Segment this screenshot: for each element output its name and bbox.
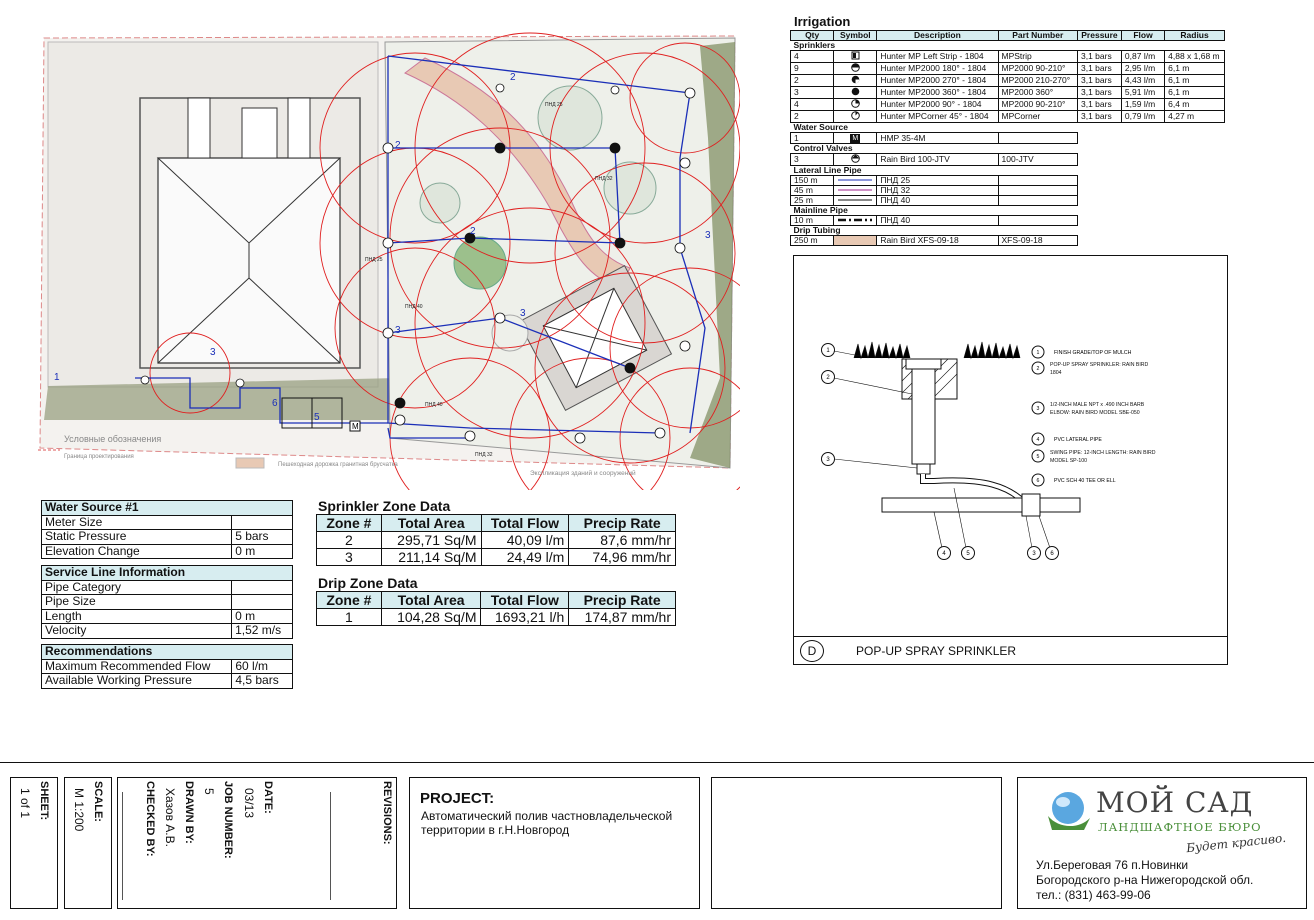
pipe-40-line-icon: [834, 196, 877, 206]
svg-text:6: 6: [1050, 551, 1054, 557]
drip-row: 250 m Rain Bird XFS-09-18 XFS-09-18: [791, 236, 1225, 246]
address-line-2: Богородского р-на Нижегородской обл.: [1036, 873, 1254, 887]
water-source-row: 1 M HMP 35-4M: [791, 133, 1225, 144]
tree: [538, 86, 602, 150]
sheet-label: SHEET:: [38, 781, 50, 821]
section-drip: Drip Tubing: [793, 225, 841, 235]
svg-text:3: 3: [1032, 551, 1036, 557]
sprinkler-row: 9 Hunter MP2000 180° - 1804 MP2000 90-210° 3,1 bars 2,95 l/m 6,1 m: [791, 63, 1225, 75]
job-label: JOB NUMBER:: [222, 781, 234, 859]
irrigation-title: Irrigation: [794, 14, 851, 29]
pipe-label: ПНД 32: [595, 176, 613, 182]
table-row: Velocity 1,52 m/s: [42, 624, 293, 639]
company-slogan: Будет красиво.: [1185, 830, 1287, 856]
col-pressure: Pressure: [1078, 31, 1122, 41]
svg-text:2: 2: [826, 375, 830, 381]
col-flow: Flow: [1121, 31, 1164, 41]
service-line-title: Service Line Information: [42, 566, 293, 581]
table-row: Maximum Recommended Flow 60 l/m: [42, 659, 293, 674]
tree: [420, 183, 460, 223]
recommendations-title: Recommendations: [42, 645, 293, 660]
drip-zone-table: Zone # Total Area Total Flow Precip Rate 1 104,28 Sq/M 1693,21 l/h 174,87 mm/hr: [316, 591, 676, 626]
sprinkler-row: 2 Hunter MP2000 270° - 1804 MP2000 210-270° 3,1 bars 4,43 l/m 6,1 m: [791, 75, 1225, 87]
revisions-label: REVISIONS:: [381, 781, 393, 845]
lateral-row: 45 m ПНД 32: [791, 186, 1225, 196]
date-value: 03/13: [242, 788, 256, 819]
corner-head-icon: [834, 111, 877, 123]
svg-text:5: 5: [966, 551, 970, 557]
zone-label: 2: [510, 72, 516, 83]
sprinkler-zone-title: Sprinkler Zone Data: [318, 498, 451, 514]
company-address: [1036, 858, 1253, 903]
section-sprinklers: Sprinklers: [793, 40, 836, 50]
scale-value: M 1:200: [72, 788, 86, 832]
table-row: 1 104,28 Sq/M 1693,21 l/h 174,87 mm/hr: [317, 609, 676, 626]
drawn-value: Хазов А.В.: [163, 788, 177, 847]
company-phone: тел.: (831) 463-99-06: [1036, 888, 1151, 902]
svg-text:4: 4: [942, 551, 946, 557]
sprinkler-row: 2 Hunter MPCorner 45° - 1804 MPCorner 3,1 bars 0,79 l/m 4,27 m: [791, 111, 1225, 123]
svg-text:3: 3: [1036, 406, 1040, 412]
table-row: Elevation Change 0 m: [42, 544, 293, 559]
svg-text:M: M: [352, 422, 359, 431]
date-label: DATE:: [262, 781, 274, 814]
col-qty: Qty: [791, 31, 834, 41]
title-block-divider: [0, 762, 1314, 763]
site-plan: [30, 28, 740, 490]
zone-label: 2: [395, 140, 401, 151]
table-row: Available Working Pressure 4,5 bars: [42, 674, 293, 689]
detail-panel: [793, 255, 1228, 665]
col-radius: Radius: [1165, 31, 1225, 41]
pipe-label: ПНД 25: [365, 257, 383, 263]
scale-label: SCALE:: [92, 781, 104, 822]
valve-row: 3 Rain Bird 100-JTV 100-JTV: [791, 154, 1225, 166]
svg-text:4: 4: [1036, 437, 1040, 443]
callout-text-1: FINISH GRADE/TOP OF MULCH: [1054, 350, 1132, 356]
section-water-source: Water Source: [793, 122, 848, 132]
pipe-25-line-icon: [834, 176, 877, 186]
three-quarter-head-icon: [834, 75, 877, 87]
callout-text-4: PVC LATERAL PIPE: [1054, 437, 1102, 443]
zone-label: 2: [470, 226, 476, 237]
company-box: [1017, 777, 1307, 909]
credits-box: [117, 777, 397, 909]
zone-label: 6: [272, 398, 278, 409]
section-mainline: Mainline Pipe: [793, 205, 848, 215]
sprinkler-detail-drawing: [794, 256, 1229, 636]
table-row: Static Pressure 5 bars: [42, 530, 293, 545]
sprinkler-row: 4 Hunter MP2000 90° - 1804 MP2000 90-210° 3,1 bars 1,59 l/m 6,4 m: [791, 99, 1225, 111]
water-source-title: Water Source #1: [42, 501, 293, 516]
col-part-number: Part Number: [998, 31, 1077, 41]
pipe-label: ПНД 40: [405, 304, 423, 310]
pipe-32-line-icon: [834, 186, 877, 196]
zone-label: 3: [210, 347, 216, 358]
table-row: 3 211,14 Sq/M 24,49 l/m 74,96 mm/hr: [317, 549, 676, 566]
water-source-table: [41, 500, 293, 559]
full-circle-head-icon: [834, 87, 877, 99]
drip-swatch-icon: [834, 236, 877, 246]
detail-footer: [794, 636, 1227, 664]
sprinkler-row: 3 Hunter MP2000 360° - 1804 MP2000 360° 3,1 bars 5,91 l/m 6,1 m: [791, 87, 1225, 99]
company-subtitle: ЛАНДШАФТНОЕ БЮРО: [1098, 820, 1262, 834]
col-symbol: Symbol: [834, 31, 877, 41]
irrigation-header-row: [791, 31, 1225, 41]
col-description: Description: [877, 31, 998, 41]
section-lateral: Lateral Line Pipe: [793, 165, 862, 175]
address-line-1: Ул.Береговая 76 п.Новинки: [1036, 858, 1189, 872]
pipe-label: ПНД 25: [545, 102, 563, 108]
drawn-label: DRAWN BY:: [183, 781, 195, 844]
company-name: МОЙ САД: [1096, 786, 1254, 819]
project-label: PROJECT:: [420, 790, 495, 807]
drip-zone-title: Drip Zone Data: [318, 575, 418, 591]
plan-legend-border: Граница проектирования: [64, 454, 134, 460]
sprinkler-zone-table: Zone # Total Area Total Flow Precip Rate 2 295,71 Sq/M 40,09 l/m 87,6 mm/hr 3 211,14 Sq/M 24,49 l/m 74,96 mm/hr: [316, 514, 676, 566]
quarter-circle-head-icon: [834, 99, 877, 111]
lateral-row: 150 m ПНД 25: [791, 176, 1225, 186]
plan-legend-title: Условные обозначения: [64, 434, 162, 444]
revisions-line: [330, 792, 331, 900]
callout-text-6: PVC SCH 40 TEE OR ELL: [1054, 478, 1116, 484]
pipe-label: ПНД 40: [425, 402, 443, 408]
service-line-table: [41, 565, 293, 639]
detail-title: POP-UP SPRAY SPRINKLER: [856, 644, 1017, 658]
table-row: Pipe Size: [42, 595, 293, 610]
recommendations-table: [41, 644, 293, 689]
table-row: Length 0 m: [42, 609, 293, 624]
half-circle-head-icon: [834, 63, 877, 75]
strip-head-icon: [834, 51, 877, 63]
pipe-label: ПНД 32: [475, 452, 493, 458]
meter-icon: M: [834, 133, 877, 144]
table-row: 2 295,71 Sq/M 40,09 l/m 87,6 mm/hr: [317, 532, 676, 549]
table-row: Pipe Category: [42, 580, 293, 595]
callout-text-3: 1/2-INCH MALE NPT x .490 INCH BARB ELBOW: RAIN BIRD MODEL SBE-050: [1050, 402, 1145, 416]
checked-label: CHECKED BY:: [144, 781, 156, 857]
svg-text:1: 1: [1036, 350, 1040, 356]
mainline-dash-icon: [834, 216, 877, 226]
callout-text-5: SWING PIPE: 12-INCH LENGTH: RAIN BIRD MODEL SP-100: [1050, 450, 1156, 464]
callout-text-2: POP-UP SPRAY SPRINKLER: RAIN BIRD 1804: [1050, 362, 1149, 376]
lateral-row: 25 m ПНД 40: [791, 196, 1225, 206]
sheet-value: 1 of 1: [18, 788, 32, 819]
irrigation-legend: [790, 14, 1230, 246]
checked-signature-line: [122, 792, 123, 900]
zone-label: 3: [705, 230, 711, 241]
project-description: Автоматический полив частновладельческой территории в г.Н.Новгород: [421, 809, 673, 837]
svg-text:3: 3: [826, 457, 830, 463]
valve-icon: [834, 154, 877, 166]
svg-text:6: 6: [1036, 478, 1040, 484]
section-control-valves: Control Valves: [793, 143, 853, 153]
sprinkler-row: 4 Hunter MP Left Strip - 1804 MPStrip 3,1 bars 0,87 l/m 4,88 x 1,68 m: [791, 51, 1225, 63]
plan-legend-path: Пешеходная дорожка гранитная брусчатка: [278, 462, 398, 468]
zone-label: 3: [520, 308, 526, 319]
job-value: 5: [202, 788, 216, 795]
irrigation-table: [790, 30, 1225, 246]
mainline-row: 10 m ПНД 40: [791, 216, 1225, 226]
logo-icon: [1044, 788, 1092, 832]
detail-letter: D: [800, 640, 824, 662]
zone-label: 3: [395, 325, 401, 336]
table-row: Meter Size: [42, 515, 293, 530]
svg-text:5: 5: [1036, 454, 1040, 460]
svg-text:2: 2: [1036, 366, 1040, 372]
notes-box: [711, 777, 1002, 909]
svg-text:1: 1: [826, 348, 830, 354]
zone-label: 1: [54, 372, 60, 383]
zone-label: 5: [314, 412, 320, 423]
plan-legend-demolition: Экспликация зданий и сооружений: [530, 470, 636, 477]
